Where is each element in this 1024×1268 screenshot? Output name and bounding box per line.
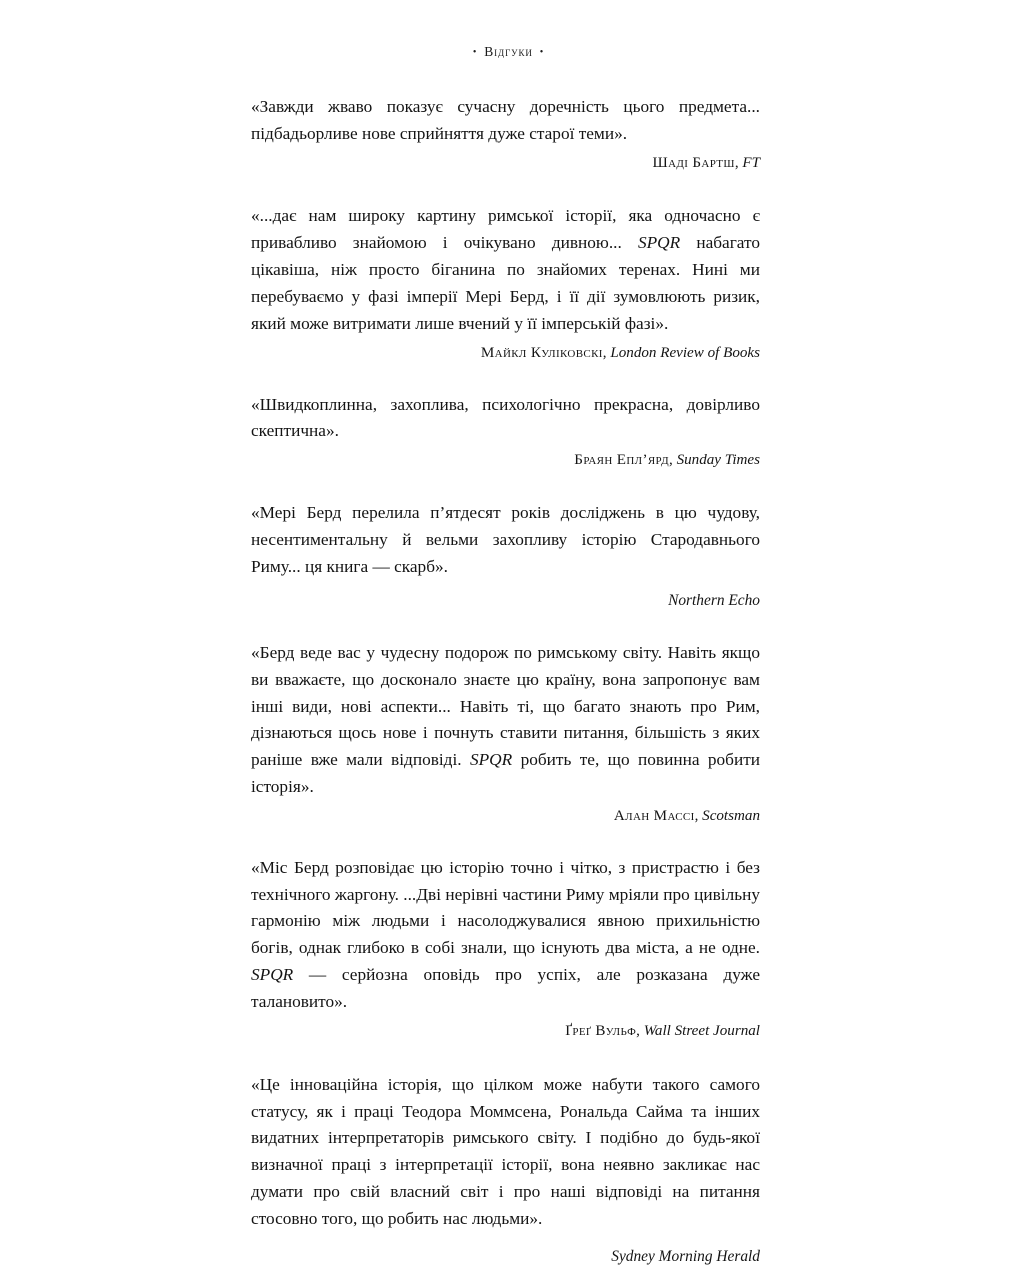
attribution-person: Майкл Куліковскі	[480, 344, 603, 361]
quote-text	[251, 500, 760, 581]
attribution-separator: ,	[669, 452, 677, 469]
quote-text-part: «Швидкоплинна, захоплива, психологічно прекрасна, довірливо скептична».	[251, 394, 760, 441]
quote-text	[251, 94, 760, 148]
review-quote	[251, 392, 760, 472]
bullet-right-icon: •	[539, 47, 545, 59]
review-quote	[251, 855, 760, 1043]
attribution-separator: ,	[694, 808, 703, 825]
attribution-publication: Scotsman	[702, 808, 760, 825]
quote-text-part: «Міс Берд розповідає цю історію точно і чітко, з пристрастю і без технічного жаргону. ...Дві нерівні частини Риму мріяли про цивільну гармонію між людьми і насолоджувалися явною прихильністю богів, однак глибоко в собі знали, що існують два міста, а не одне.	[251, 857, 760, 958]
work-title: SPQR	[469, 750, 513, 770]
attribution-publication: Sydney Morning Herald	[611, 1248, 760, 1266]
quote-attribution	[251, 152, 760, 175]
quote-text-part: «Берд веде вас у чудесну подорож по римському світу. Навіть якщо ви вважаєте, що досконало знаєте цю країну, вона запропонує вам інші види, нові аспекти... Навіть ті, що багато знають про Рим, дізнаються щось нове і почнуть ставити питання, більшість з яких раніше вже мали відповіді.	[251, 642, 760, 770]
attribution-publication: London Review of Books	[610, 344, 760, 361]
quote-attribution	[251, 1245, 760, 1268]
quote-attribution	[251, 805, 760, 828]
attribution-person: Ґреґ Вульф	[565, 1023, 637, 1040]
quote-text-part: «Завжди жваво показує сучасну доречність цього предмета... підбадьорливе нове сприйняття дуже старої теми».	[251, 97, 760, 143]
quote-text-part: «...дає нам широку картину римської історії, яка одночасно є привабливо знайомою і очікувано дивною...	[251, 206, 760, 253]
review-quote	[251, 640, 760, 828]
quote-text	[251, 203, 760, 337]
attribution-separator: ,	[734, 154, 743, 171]
review-quote	[251, 1072, 760, 1268]
quote-text-part: — серйозна оповідь про успіх, але розказана дуже талановито».	[251, 965, 760, 1012]
quote-text-part: «Це інноваційна історія, що цілком може набути такого самого статусу, як і праці Теодора Моммсена, Рональда Сайма та інших видатних інтерпретаторів римського світу. І подібно до будь-якої визначної праці з інтерпретації історії, вона неявно закликає нас думати про свій власний світ і про наші відповіді на питання стосовно того, що робить нас людьми».	[251, 1074, 760, 1229]
running-head	[251, 44, 760, 60]
quote-text-part: «Мері Берд перелила п’ятдесят років досліджень в цю чудову, несентиментальну й вельми захопливу історію Стародавнього Риму... ця книга — скарб».	[251, 502, 760, 576]
quote-text	[251, 640, 760, 801]
quote-text	[251, 392, 760, 446]
quote-text-part: робить те, що повинна робити історія».	[251, 750, 760, 797]
attribution-publication: FT	[742, 154, 760, 171]
attribution-publication: Sunday Times	[676, 452, 760, 469]
attribution-publication: Wall Street Journal	[643, 1023, 760, 1040]
quote-text-part: набагато цікавіша, ніж просто біганина по знайомих теренах. Нині ми перебуваємо у фазі імперії Мері Берд, і її дії зумовлюють ризик, який може витримати лише вчений у її імперській фазі».	[251, 233, 760, 333]
attribution-separator: ,	[602, 344, 611, 361]
page-title: Відгуки	[484, 44, 533, 59]
review-quote-list	[251, 94, 760, 1268]
quote-attribution	[251, 1020, 760, 1043]
work-title: SPQR	[251, 965, 294, 985]
review-quote	[251, 500, 760, 612]
quote-attribution	[251, 449, 760, 472]
quote-attribution	[251, 589, 760, 612]
quote-attribution	[251, 342, 760, 365]
attribution-person: Алан Массі	[613, 808, 695, 825]
work-title: SPQR	[637, 233, 681, 253]
review-quote	[251, 94, 760, 174]
quote-text	[251, 855, 760, 1016]
quote-text	[251, 1072, 760, 1233]
attribution-separator: ,	[636, 1023, 644, 1040]
attribution-publication: Northern Echo	[668, 591, 760, 609]
review-quote	[251, 203, 760, 364]
bullet-left-icon: •	[472, 47, 478, 59]
attribution-person: Шаді Бартш	[652, 154, 735, 171]
attribution-person: Браян Епл’ярд	[574, 452, 670, 469]
